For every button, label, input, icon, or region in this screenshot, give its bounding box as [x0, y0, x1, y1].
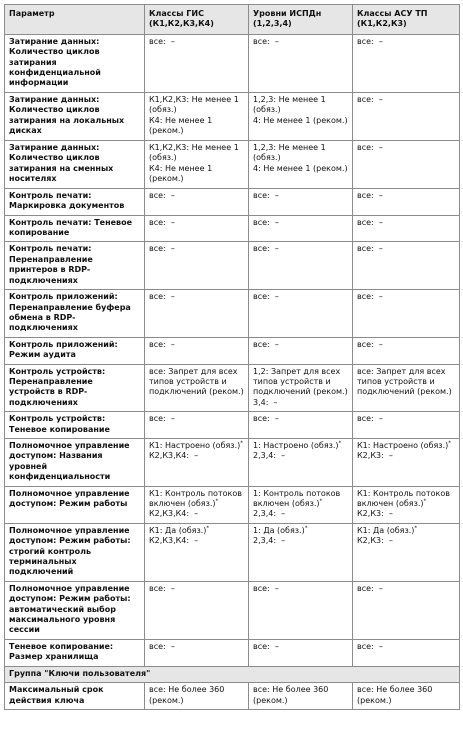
parameter-cell: Контроль печати: Перенаправление принтеров в RDP-подключениях: [5, 242, 145, 290]
cell-value-text: 2,3,4: –: [253, 509, 286, 519]
cell-value-text: все: –: [357, 217, 383, 227]
cell-value-line: [357, 340, 455, 350]
gis-value-cell: [145, 242, 249, 290]
cell-value-line: [357, 536, 455, 546]
asu-tp-value-cell: [353, 188, 460, 215]
table-row: [5, 523, 460, 581]
table-row: [5, 683, 460, 710]
cell-value-text: все: –: [253, 36, 279, 46]
gis-value-cell: [145, 140, 249, 188]
gis-value-cell: [145, 438, 249, 486]
cell-value-line: [253, 398, 348, 408]
cell-value-text: К2,К3,К4: –: [149, 509, 199, 519]
cell-value-text: все: –: [357, 190, 383, 200]
cell-value-text: К1,К2,К3: Не менее 1 (обяз.): [149, 94, 242, 115]
cell-value-line: [149, 37, 244, 47]
table-row: [5, 486, 460, 523]
footnote-mark: *: [240, 440, 243, 447]
parameter-cell: Контроль печати: Теневое копирование: [5, 215, 145, 242]
cell-value-line: [149, 95, 244, 116]
cell-value-text: все: –: [357, 244, 383, 254]
cell-value-text: К1: Да (обяз.): [357, 525, 415, 535]
header-ispdn-levels: Уровни ИСПДн (1,2,3,4): [249, 5, 353, 35]
cell-value-line: [149, 218, 244, 228]
cell-value-text: 1,2,3: Не менее 1 (обяз.): [253, 142, 329, 163]
cell-value-line: [149, 414, 244, 424]
cell-value-line: [149, 489, 244, 510]
cell-value-text: К4: Не менее 1 (реком.): [149, 163, 215, 184]
cell-value-line: [253, 526, 348, 536]
cell-value-line: [253, 536, 348, 546]
cell-value-text: все: –: [253, 583, 279, 593]
cell-value-text: все: –: [357, 339, 383, 349]
cell-value-text: все: Не более 360 (реком.): [253, 685, 331, 705]
cell-value-line: [357, 244, 455, 254]
cell-value-text: 1: Настроено (обяз.): [253, 440, 339, 450]
parameter-cell: Контроль устройств: Перенаправление устройств в RDP-подключениях: [5, 364, 145, 412]
table-row: [5, 92, 460, 140]
header-asu-tp-classes: Классы АСУ ТП (К1,К2,К3): [353, 5, 460, 35]
cell-value-text: все: Запрет для всех типов устройств и подключений (реком.): [149, 366, 244, 397]
table-body: [5, 34, 460, 709]
asu-tp-value-cell: [353, 581, 460, 639]
asu-tp-value-cell: [353, 639, 460, 666]
cell-value-line: [253, 116, 348, 126]
gis-value-cell: [145, 34, 249, 92]
parameter-cell: Контроль печати: Маркировка документов: [5, 188, 145, 215]
ispdn-value-cell: [249, 215, 353, 242]
gis-value-cell: [145, 523, 249, 581]
cell-value-line: [149, 685, 244, 706]
asu-tp-value-cell: [353, 242, 460, 290]
cell-value-line: [253, 218, 348, 228]
table-row: [5, 364, 460, 412]
cell-value-line: [149, 292, 244, 302]
cell-value-line: [253, 164, 348, 174]
cell-value-line: [253, 451, 348, 461]
asu-tp-value-cell: [353, 412, 460, 439]
cell-value-line: [253, 414, 348, 424]
group-row: [5, 666, 460, 682]
cell-value-text: К1: Настроено (обяз.): [149, 440, 241, 450]
cell-value-line: [253, 37, 348, 47]
cell-value-line: [149, 509, 244, 519]
cell-value-line: [357, 191, 455, 201]
footnote-mark: *: [206, 525, 210, 532]
cell-value-text: все: –: [149, 292, 175, 302]
parameter-cell: Контроль приложений: Режим аудита: [5, 337, 145, 364]
asu-tp-value-cell: [353, 34, 460, 92]
parameter-cell: Контроль устройств: Теневое копирование: [5, 412, 145, 439]
table-row: [5, 639, 460, 666]
cell-value-line: [149, 451, 244, 461]
table-row: [5, 581, 460, 639]
cell-value-text: 2,3,4: –: [253, 451, 286, 461]
cell-value-text: все: –: [149, 36, 175, 46]
asu-tp-value-cell: [353, 523, 460, 581]
cell-value-text: 1: Контроль потоков включен (обяз.): [253, 488, 343, 508]
header-parameter: Параметр: [5, 5, 145, 35]
cell-value-line: [357, 218, 455, 228]
cell-value-line: [149, 116, 244, 137]
ispdn-value-cell: [249, 290, 353, 338]
cell-value-line: [253, 191, 348, 201]
cell-value-text: К1: Настроено (обяз.): [357, 440, 449, 450]
cell-value-text: 1,2: Запрет для всех типов устройств и подключений (реком.): [253, 366, 348, 397]
cell-value-line: [357, 642, 455, 652]
gis-value-cell: [145, 639, 249, 666]
cell-value-text: К2,К3: –: [357, 536, 393, 546]
table-row: [5, 188, 460, 215]
gis-value-cell: [145, 92, 249, 140]
cell-value-line: [357, 367, 455, 398]
parameter-cell: Теневое копирование: Размер хранилища: [5, 639, 145, 666]
parameter-cell: Затирание данных: Количество циклов затирания конфиденциальной информации: [5, 34, 145, 92]
asu-tp-value-cell: [353, 337, 460, 364]
table-header-row: [5, 5, 460, 35]
footnote-mark: *: [319, 498, 323, 505]
cell-value-text: все: –: [253, 292, 279, 302]
cell-value-line: [149, 244, 244, 254]
footnote-mark: *: [304, 525, 308, 532]
cell-value-text: все: –: [149, 217, 175, 227]
gis-value-cell: [145, 581, 249, 639]
parameter-cell: Максимальный срок действия ключа: [5, 683, 145, 710]
cell-value-text: 2,3,4: –: [253, 536, 286, 546]
gis-value-cell: [145, 412, 249, 439]
parameter-cell: Полномочное управление доступом: Названия уровней конфиденциальности: [5, 438, 145, 486]
cell-value-text: все: –: [357, 292, 383, 302]
asu-tp-value-cell: [353, 140, 460, 188]
cell-value-line: [253, 642, 348, 652]
cell-value-text: К2,К3: –: [357, 451, 393, 461]
cell-value-text: 1: Да (обяз.): [253, 525, 305, 535]
cell-value-line: [149, 143, 244, 164]
cell-value-text: все: –: [357, 142, 383, 152]
cell-value-text: К1,К2,К3: Не менее 1 (обяз.): [149, 142, 242, 163]
cell-value-line: [149, 526, 244, 536]
cell-value-text: все: –: [357, 583, 383, 593]
cell-value-line: [357, 584, 455, 594]
cell-value-text: все: –: [253, 217, 279, 227]
table-row: [5, 412, 460, 439]
cell-value-text: все: –: [253, 339, 279, 349]
gis-value-cell: [145, 683, 249, 710]
requirements-table: [4, 4, 460, 710]
parameter-cell: Полномочное управление доступом: Режим работы: строгий контроль терминальных подключений: [5, 523, 145, 581]
footnote-mark: *: [448, 440, 451, 447]
cell-value-line: [253, 95, 348, 116]
ispdn-value-cell: [249, 242, 353, 290]
asu-tp-value-cell: [353, 364, 460, 412]
cell-value-text: все: –: [253, 641, 279, 651]
ispdn-value-cell: [249, 438, 353, 486]
ispdn-value-cell: [249, 523, 353, 581]
header-gis-classes: Классы ГИС (К1,К2,К3,К4): [145, 5, 249, 35]
cell-value-text: К1: Контроль потоков включен (обяз.): [149, 488, 245, 508]
cell-value-text: все: Не более 360 (реком.): [357, 685, 435, 705]
cell-value-line: [149, 441, 244, 451]
cell-value-line: [149, 164, 244, 185]
cell-value-line: [253, 340, 348, 350]
cell-value-line: [253, 441, 348, 451]
cell-value-text: все: –: [149, 414, 175, 424]
cell-value-line: [357, 414, 455, 424]
parameter-cell: Полномочное управление доступом: Режим работы: [5, 486, 145, 523]
cell-value-text: все: –: [357, 36, 383, 46]
cell-value-text: 4: Не менее 1 (реком.): [253, 163, 348, 173]
cell-value-text: все: –: [357, 641, 383, 651]
cell-value-text: 1,2,3: Не менее 1 (обяз.): [253, 94, 329, 115]
cell-value-line: [253, 143, 348, 164]
cell-value-line: [253, 685, 348, 706]
table-row: [5, 215, 460, 242]
cell-value-line: [149, 642, 244, 652]
gis-value-cell: [145, 215, 249, 242]
table-row: [5, 337, 460, 364]
cell-value-text: все: –: [357, 414, 383, 424]
parameter-cell: Затирание данных: Количество циклов затирания на сменных носителях: [5, 140, 145, 188]
gis-value-cell: [145, 337, 249, 364]
table-row: [5, 140, 460, 188]
cell-value-line: [253, 367, 348, 398]
parameter-cell: Затирание данных: Количество циклов затирания на локальных дисках: [5, 92, 145, 140]
asu-tp-value-cell: [353, 486, 460, 523]
cell-value-text: все: –: [253, 244, 279, 254]
cell-value-line: [357, 143, 455, 153]
cell-value-line: [357, 451, 455, 461]
asu-tp-value-cell: [353, 290, 460, 338]
gis-value-cell: [145, 290, 249, 338]
cell-value-text: К2,К3,К4: –: [149, 536, 199, 546]
table-row: [5, 34, 460, 92]
asu-tp-value-cell: [353, 438, 460, 486]
gis-value-cell: [145, 188, 249, 215]
cell-value-text: 4: Не менее 1 (реком.): [253, 115, 348, 125]
cell-value-text: все: –: [149, 244, 175, 254]
cell-value-text: все: –: [357, 94, 383, 104]
cell-value-line: [357, 292, 455, 302]
ispdn-value-cell: [249, 639, 353, 666]
ispdn-value-cell: [249, 486, 353, 523]
cell-value-line: [253, 292, 348, 302]
cell-value-line: [149, 584, 244, 594]
cell-value-text: все: –: [149, 641, 175, 651]
cell-value-text: К1: Да (обяз.): [149, 525, 207, 535]
cell-value-text: все: Не более 360 (реком.): [149, 685, 227, 705]
ispdn-value-cell: [249, 364, 353, 412]
cell-value-text: К4: Не менее 1 (реком.): [149, 115, 215, 136]
cell-value-text: все: –: [253, 190, 279, 200]
cell-value-line: [149, 191, 244, 201]
cell-value-line: [357, 526, 455, 536]
cell-value-text: все: –: [149, 190, 175, 200]
cell-value-line: [357, 37, 455, 47]
cell-value-line: [253, 584, 348, 594]
asu-tp-value-cell: [353, 215, 460, 242]
asu-tp-value-cell: [353, 92, 460, 140]
parameter-cell: Контроль приложений: Перенаправление буфера обмена в RDP-подключениях: [5, 290, 145, 338]
cell-value-line: [357, 95, 455, 105]
footnote-mark: *: [423, 498, 427, 505]
ispdn-value-cell: [249, 683, 353, 710]
gis-value-cell: [145, 364, 249, 412]
footnote-mark: *: [414, 525, 418, 532]
parameter-cell: Полномочное управление доступом: Режим работы: автоматический выбор максимального уровня сессии: [5, 581, 145, 639]
cell-value-line: [253, 244, 348, 254]
ispdn-value-cell: [249, 337, 353, 364]
ispdn-value-cell: [249, 92, 353, 140]
cell-value-line: [357, 685, 455, 706]
cell-value-line: [253, 489, 348, 510]
cell-value-line: [253, 509, 348, 519]
gis-value-cell: [145, 486, 249, 523]
cell-value-text: К2,К3,К4: –: [149, 451, 199, 461]
cell-value-line: [149, 340, 244, 350]
cell-value-text: 3,4: –: [253, 397, 278, 407]
cell-value-line: [357, 509, 455, 519]
ispdn-value-cell: [249, 34, 353, 92]
cell-value-line: [357, 441, 455, 451]
ispdn-value-cell: [249, 581, 353, 639]
cell-value-line: [149, 536, 244, 546]
ispdn-value-cell: [249, 140, 353, 188]
cell-value-text: все: Запрет для всех типов устройств и подключений (реком.): [357, 366, 452, 397]
cell-value-line: [149, 367, 244, 398]
cell-value-text: все: –: [149, 339, 175, 349]
group-label: Группа "Ключи пользователя": [5, 666, 460, 682]
ispdn-value-cell: [249, 412, 353, 439]
ispdn-value-cell: [249, 188, 353, 215]
cell-value-line: [357, 489, 455, 510]
table-row: [5, 290, 460, 338]
cell-value-text: все: –: [253, 414, 279, 424]
cell-value-text: К1: Контроль потоков включен (обяз.): [357, 488, 453, 508]
table-row: [5, 242, 460, 290]
cell-value-text: все: –: [149, 583, 175, 593]
footnote-mark: *: [338, 440, 342, 447]
footnote-mark: *: [215, 498, 219, 505]
cell-value-text: К2,К3: –: [357, 509, 393, 519]
asu-tp-value-cell: [353, 683, 460, 710]
table-row: [5, 438, 460, 486]
